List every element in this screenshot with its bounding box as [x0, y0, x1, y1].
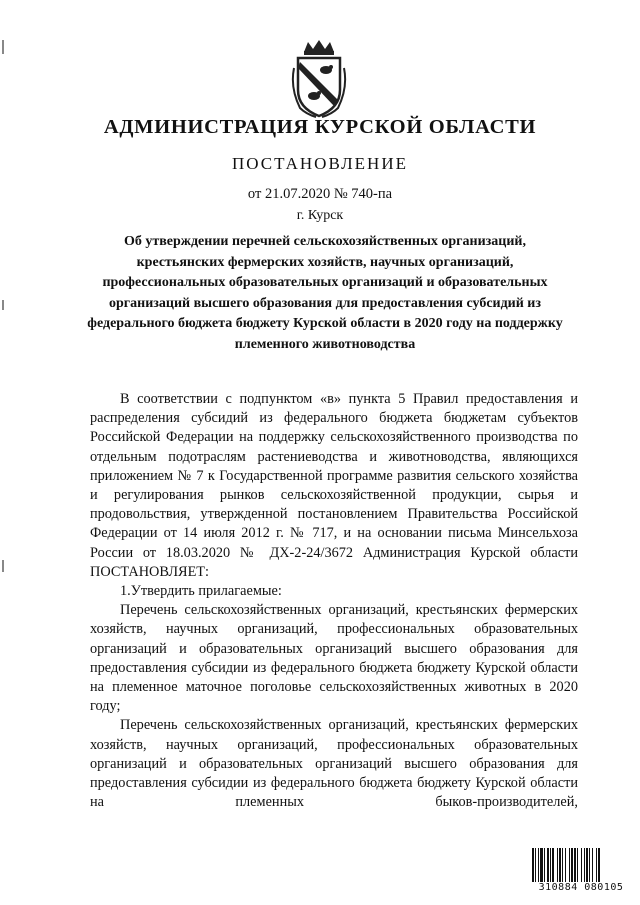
barcode-number: 310884 080105: [531, 882, 631, 893]
barcode-bar: [569, 848, 570, 884]
barcode-bar: [552, 848, 554, 884]
barcode-bar: [535, 848, 536, 884]
barcode-bar: [532, 848, 534, 884]
document-type: ПОСТАНОВЛЕНИЕ: [231, 154, 408, 173]
barcode-bar: [577, 848, 578, 884]
barcode-bar: [544, 848, 545, 884]
barcode-bar: [540, 848, 543, 884]
scan-edge-mark: [2, 300, 4, 310]
barcode-bar: [559, 848, 561, 884]
item-1-paragraph: 1.Утвердить прилагаемые:: [120, 583, 282, 600]
barcode-bar: [550, 848, 551, 884]
barcode-bar: [547, 848, 549, 884]
barcode-bar: [592, 848, 593, 884]
barcode-bar: [557, 848, 558, 884]
list-entry-2: Перечень сельскохозяйственных организаций, крестьянских фермерских хозяйств, научных организаций, профессиональных образовательных организаций и образовательных организаций высшего образования для предоставления субсидии из федерального бюджета бюджету Курской области на племенных быков-производителей,: [90, 717, 578, 811]
barcode-bar: [596, 848, 597, 884]
document-city: г. Курск: [296, 208, 344, 223]
document-number-date: от 21.07.2020 № 740-па: [247, 186, 393, 202]
barcode-bar: [589, 848, 590, 884]
list-entry-1: Перечень сельскохозяйственных организаций, крестьянских фермерских хозяйств, научных организаций, профессиональных образовательных организаций и образовательных организаций высшего образования для предоставления субсидии из федерального бюджета бюджету Курской области на племенное маточное поголовье сельскохозяйственных животных в 2020 году;: [90, 602, 578, 715]
barcode-bar: [571, 848, 573, 884]
barcode-bar: [586, 848, 588, 884]
barcode-bar: [562, 848, 563, 884]
document-body: [90, 390, 578, 812]
barcode-bars: [531, 848, 631, 884]
kursk-coat-of-arms-icon: [290, 38, 348, 118]
barcode: [531, 848, 631, 894]
barcode-bar: [598, 848, 600, 884]
document-title: Об утверждении перечней сельскохозяйственных организаций, крестьянских фермерских хозяйств, научных организаций, профессиональных образовательных организаций и образовательных организаций высшего образования для предоставления субсидий из федерального бюджета бюджету Курской области в 2020 году на поддержку племенного животноводства: [87, 234, 563, 352]
barcode-bar: [565, 848, 566, 884]
preamble-paragraph: В соответствии с подпунктом «в» пункта 5 Правил предоставления и распределения субсидий из федерального бюджета бюджетам субъектов Российской Федерации на поддержку сельскохозяйственного производства по отдельным подотраслям растениеводства и животноводства, являющихся приложением № 7 к Государственной программе развития сельского хозяйства и регулирования рынков сельскохозяйственной продукции, сырья и продовольствия, утвержденной постановлением Правительства Российской Федерации от 14 июля 2012 г. № 717, и на основании письма Минсельхоза России от 18.03.2020 № ДХ-2-24/3672 Администрация Курской области ПОСТАНОВЛЯЕТ:: [90, 391, 578, 580]
scan-edge-mark: [2, 560, 4, 572]
authority-heading: АДМИНИСТРАЦИЯ КУРСКОЙ ОБЛАСТИ: [103, 116, 537, 138]
barcode-bar: [584, 848, 585, 884]
barcode-bar: [581, 848, 582, 884]
scan-edge-mark: [2, 40, 4, 54]
barcode-bar: [538, 848, 539, 884]
barcode-bar: [574, 848, 576, 884]
